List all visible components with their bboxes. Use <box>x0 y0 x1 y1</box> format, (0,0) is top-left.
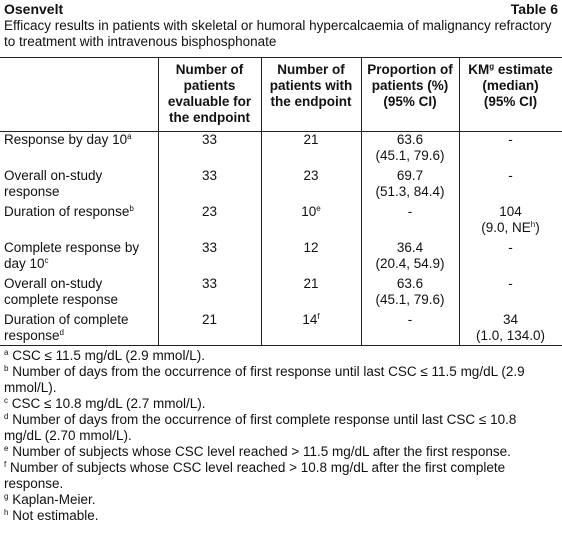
proportion-cell: - <box>407 312 413 327</box>
with-endpoint-cell: 12 <box>303 240 319 255</box>
top-rule <box>0 57 562 58</box>
row-label: Response by day 10$^a$ <box>4 132 132 147</box>
km-cell: - <box>508 168 513 183</box>
header-label-cell <box>0 60 158 132</box>
evaluable-cell: 23 <box>201 204 218 219</box>
proportion-cell: 63.6 (45.1, 79.6) <box>375 276 445 307</box>
table-row <box>0 204 562 240</box>
table-row <box>0 240 562 276</box>
with-endpoint-cell: 23 <box>303 168 319 183</box>
header-km-estimate: $KM^g$ estimate (median) (95% CI) <box>468 62 553 109</box>
table-row <box>0 276 562 312</box>
footnote: $^g$ Kaplan-Meier. <box>4 492 96 507</box>
proportion-cell: 63.6 (45.1, 79.6) <box>375 132 445 163</box>
row-label: Duration of complete response$^d$ <box>4 312 129 343</box>
with-endpoint-cell: 14$^f$ <box>302 312 320 327</box>
km-cell: - <box>508 132 513 147</box>
km-cell: - <box>508 240 513 255</box>
header-with-endpoint: Number of patients with the endpoint <box>269 62 353 109</box>
table-row <box>0 132 562 168</box>
evaluable-cell: 33 <box>201 132 218 147</box>
footnotes <box>4 348 556 524</box>
table-header-row <box>0 60 562 132</box>
table-row <box>0 168 562 204</box>
footnote: $^a$ CSC ≤ 11.5 mg/dL (2.9 mmol/L). <box>4 348 205 363</box>
row-label: Overall on-study complete response <box>4 276 119 307</box>
footnote: $^b$ Number of days from the occurrence of first response until last CSC ≤ 11.5 mg/dL (2.9 mmol/L). <box>4 364 525 395</box>
evaluable-cell: 33 <box>201 240 218 255</box>
header-proportion: Proportion of patients (%) (95% CI) <box>367 62 453 109</box>
proportion-cell: 69.7 (51.3, 84.4) <box>375 168 445 199</box>
evaluable-cell: 33 <box>201 276 218 291</box>
with-endpoint-cell: 21 <box>303 132 319 147</box>
table-number: Table 6 <box>510 1 558 17</box>
proportion-cell: 36.4 (20.4, 54.9) <box>375 240 445 271</box>
footnote: $^h$ Not estimable. <box>4 508 99 523</box>
row-label: Complete response by day 10$^c$ <box>4 240 140 271</box>
footnote: $^d$ Number of days from the occurrence of first complete response until last CSC ≤ 10.8 mg/dL (2.70 mmol/L). <box>4 412 517 443</box>
efficacy-table <box>0 60 562 348</box>
table-row <box>0 312 562 348</box>
evaluable-cell: 21 <box>201 312 218 327</box>
km-cell: - <box>508 276 513 291</box>
km-cell: 34 (1.0, 134.0) <box>475 312 546 343</box>
row-label: Duration of response$^b$ <box>4 204 134 219</box>
product-name: Osenvelt <box>4 1 64 17</box>
with-endpoint-cell: 21 <box>303 276 319 291</box>
table-caption: Efficacy results in patients with skeletal or humoral hypercalcaemia of malignancy refractory to treatment with intravenous bisphosphonate <box>4 18 552 49</box>
row-label: Overall on-study response <box>4 168 103 199</box>
proportion-cell: - <box>407 204 413 219</box>
footnote: $^c$ CSC ≤ 10.8 mg/dL (2.7 mmol/L). <box>4 396 206 411</box>
km-cell: 104 (9.0, $NE^h$) <box>481 204 540 235</box>
header-evaluable: Number of patients evaluable for the endpoint <box>167 62 252 125</box>
footnote: $^f$ Number of subjects whose CSC level reached > 10.8 mg/dL after the first complete response. <box>4 460 506 491</box>
evaluable-cell: 33 <box>201 168 218 183</box>
footnote: $^e$ Number of subjects whose CSC level reached > 11.5 mg/dL after the first response. <box>4 444 511 459</box>
with-endpoint-cell: 10e <box>301 204 321 219</box>
